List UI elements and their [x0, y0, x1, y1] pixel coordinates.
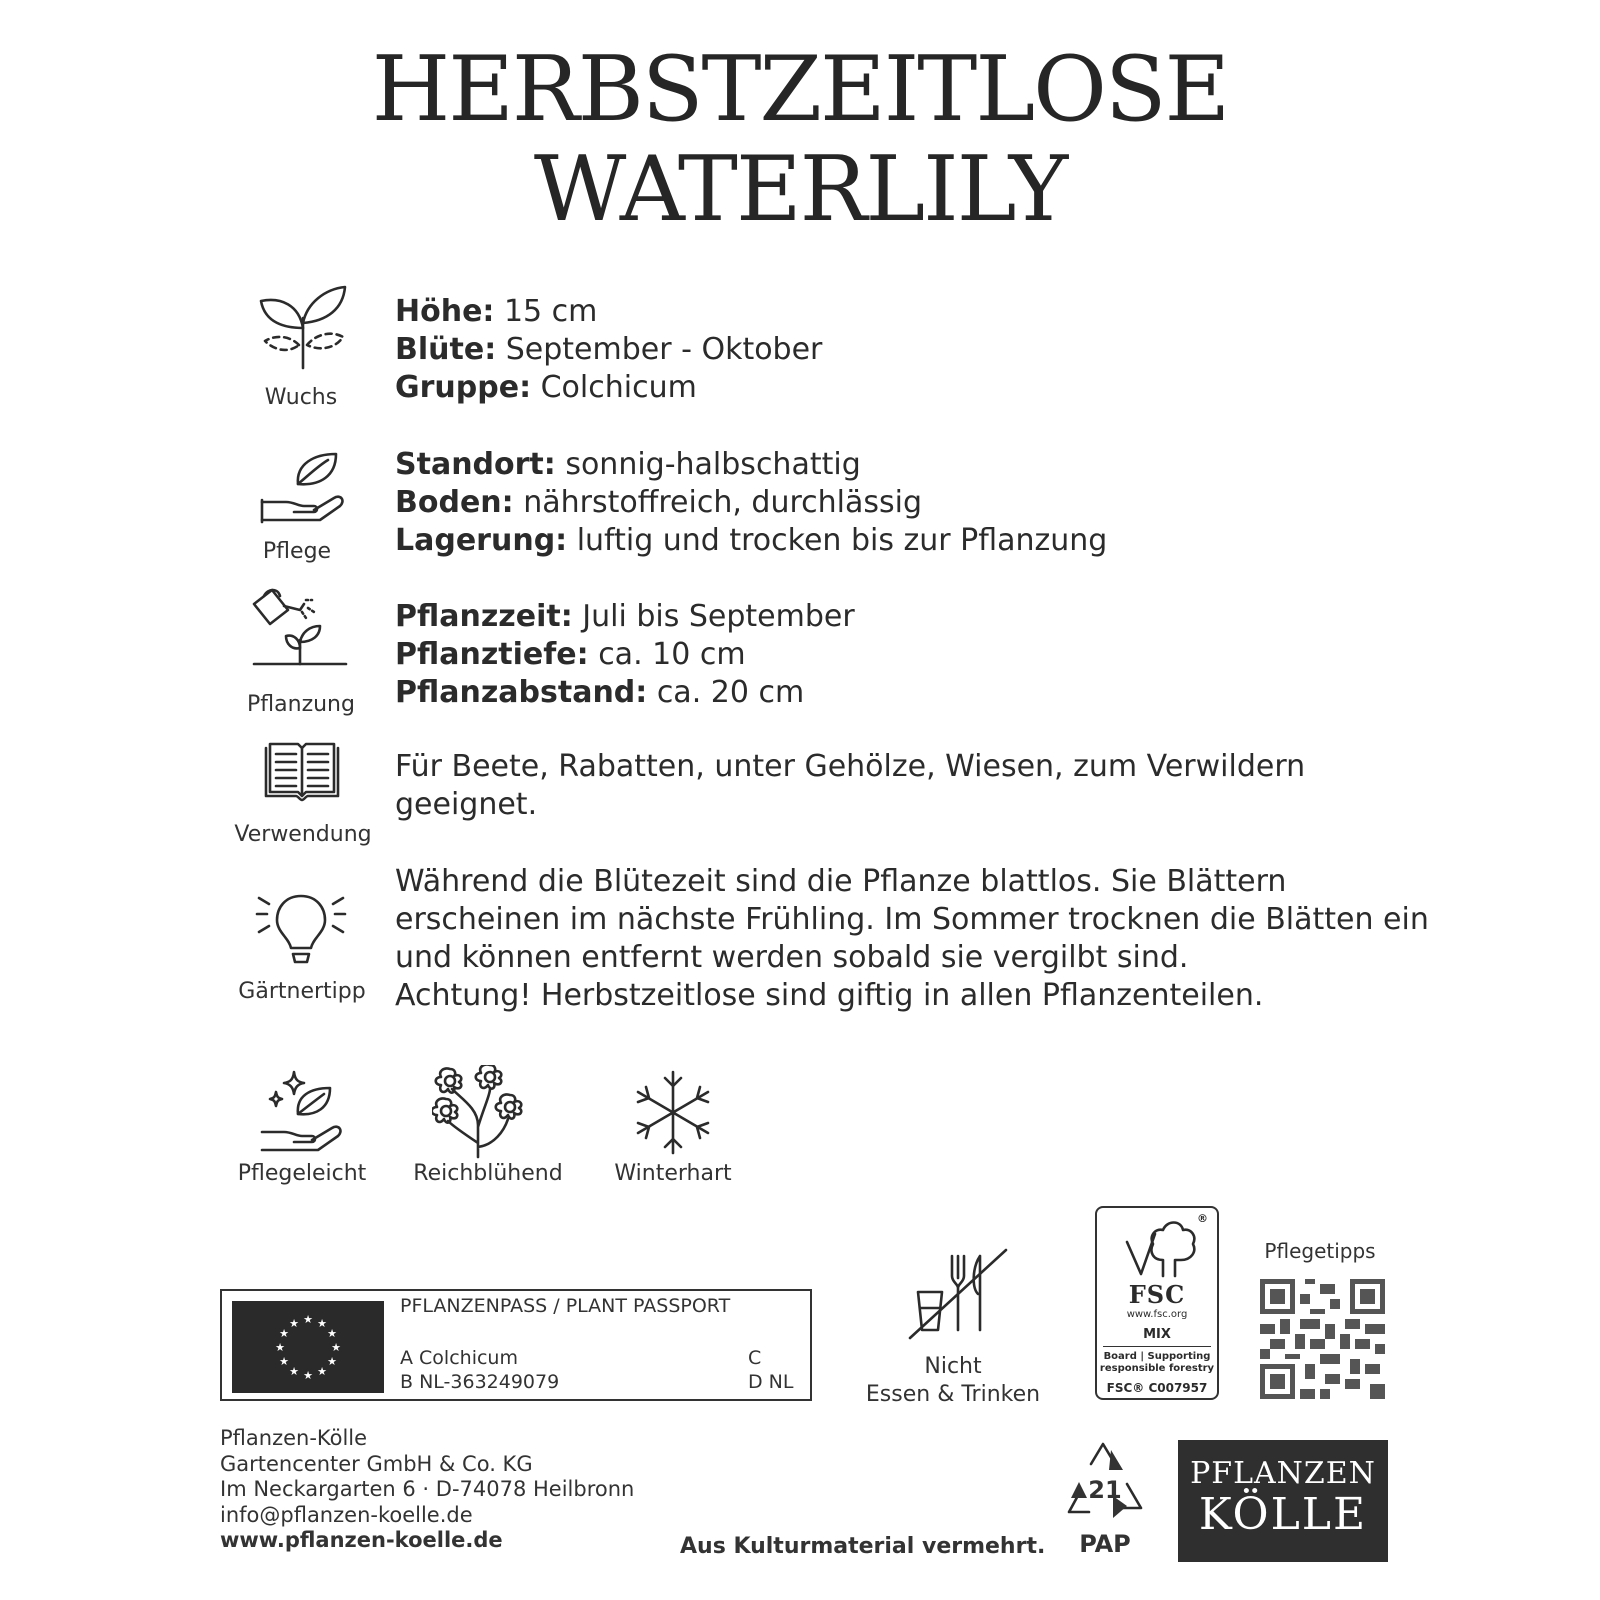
passport-d: D NL — [748, 1371, 794, 1393]
info-line: Pflanzabstand: ca. 20 cm — [395, 675, 805, 710]
fsc-reg: ® — [1197, 1212, 1208, 1225]
svg-text:★: ★ — [327, 1327, 337, 1340]
svg-text:★: ★ — [279, 1327, 289, 1340]
no-eating-drinking-icon — [908, 1248, 1008, 1340]
watering-can-icon — [250, 586, 350, 681]
info-line: Pflanzzeit: Juli bis September — [395, 599, 855, 634]
svg-text:★: ★ — [275, 1341, 285, 1354]
passport-a: A Colchicum — [400, 1347, 518, 1369]
warning-line-2: Essen & Trinken — [865, 1382, 1041, 1407]
fsc-desc-1: Board | Supporting — [1103, 1351, 1211, 1362]
svg-text:★: ★ — [289, 1365, 299, 1378]
book-icon — [262, 742, 342, 807]
qr-code[interactable] — [1260, 1278, 1385, 1400]
text-line: und können entfernt werden sobald sie vergilbt sind. — [395, 940, 1189, 975]
plant-leaves-icon — [255, 283, 350, 373]
gaertnertipp-label: Gärtnertipp — [238, 979, 366, 1004]
fsc-mix: MIX — [1143, 1327, 1171, 1342]
recycle-number: 21 — [1088, 1476, 1122, 1504]
svg-text:★: ★ — [303, 1369, 313, 1382]
svg-text:★: ★ — [303, 1313, 313, 1326]
fsc-desc-2: responsible forestry — [1099, 1363, 1215, 1374]
flowers-icon — [432, 1065, 527, 1160]
logo-line-1: PFLANZEN — [1190, 1456, 1376, 1491]
qr-label: Pflegetipps — [1264, 1239, 1376, 1263]
title-line-1: HERBSTZEITLOSE — [371, 37, 1229, 142]
passport-heading: PFLANZENPASS / PLANT PASSPORT — [400, 1295, 731, 1317]
wuchs-label: Wuchs — [264, 385, 338, 410]
logo-line-2: KÖLLE — [1198, 1489, 1368, 1540]
text-line: Während die Blütezeit sind die Pflanze blattlos. Sie Blättern — [395, 864, 1287, 899]
address-line: Gartencenter GmbH & Co. KG — [220, 1451, 533, 1476]
svg-text:★: ★ — [289, 1317, 299, 1330]
hand-leaf-icon — [258, 452, 348, 527]
info-line: Höhe: 15 cm — [395, 294, 598, 329]
info-line: Standort: sonnig-halbschattig — [395, 447, 861, 482]
pflanzung-label: Pflanzung — [247, 692, 355, 717]
snowflake-icon — [632, 1070, 714, 1155]
wuchs-text — [395, 293, 822, 407]
svg-text:★: ★ — [327, 1355, 337, 1368]
passport-b: B NL-363249079 — [400, 1371, 560, 1393]
title-line-2: WATERLILY — [533, 137, 1067, 242]
info-line: Boden: nährstoffreich, durchlässig — [395, 485, 922, 520]
culture-note: Aus Kulturmaterial vermehrt. — [680, 1534, 1046, 1559]
fsc-tree-icon — [1119, 1214, 1199, 1284]
fsc-code: FSC® C007957 — [1106, 1381, 1208, 1395]
feature-label: Reichblühend — [413, 1161, 563, 1186]
pflege-text — [395, 446, 1107, 560]
text-line: erscheinen im nächste Frühling. Im Sommer trocknen die Blätten ein — [395, 902, 1429, 937]
info-line: Gruppe: Colchicum — [395, 370, 697, 405]
fsc-label — [1095, 1206, 1219, 1400]
text-line: Für Beete, Rabatten, unter Gehölze, Wiesen, zum Verwildern — [395, 749, 1306, 784]
email-link[interactable]: info@pflanzen-koelle.de — [220, 1502, 473, 1527]
verwendung-label: Verwendung — [234, 822, 372, 847]
svg-text:★: ★ — [317, 1365, 327, 1378]
verwendung-text — [395, 748, 1305, 824]
svg-text:★: ★ — [331, 1341, 341, 1354]
recycle-code: PAP — [1079, 1530, 1131, 1558]
gaertnertipp-text — [395, 863, 1429, 1015]
text-line: geeignet. — [395, 787, 538, 822]
sparkle-hand-leaf-icon — [260, 1070, 345, 1155]
info-line: Pflanztiefe: ca. 10 cm — [395, 637, 746, 672]
lightbulb-icon — [255, 888, 347, 970]
address-line: Im Neckargarten 6 · D-74078 Heilbronn — [220, 1477, 635, 1501]
address — [220, 1426, 634, 1554]
brand-logo — [1178, 1440, 1388, 1562]
info-line: Lagerung: luftig und trocken bis zur Pflanzung — [395, 523, 1108, 558]
website-link[interactable]: www.pflanzen-koelle.de — [220, 1528, 503, 1552]
passport-c: C — [748, 1347, 762, 1369]
feature-label: Winterhart — [614, 1161, 732, 1186]
feature-label: Pflegeleicht — [237, 1161, 367, 1186]
info-line: Blüte: September - Oktober — [395, 332, 823, 367]
fsc-name: FSC — [1128, 1280, 1186, 1309]
address-line: Pflanzen-Kölle — [220, 1426, 368, 1450]
eu-flag-icon — [232, 1301, 384, 1393]
fsc-url: www.fsc.org — [1126, 1309, 1188, 1320]
svg-text:★: ★ — [279, 1355, 289, 1368]
warning-line-1: Nicht — [924, 1354, 982, 1379]
plant-passport — [220, 1289, 812, 1401]
pflege-label: Pflege — [262, 539, 332, 564]
pflanzung-text — [395, 598, 855, 712]
text-line: Achtung! Herbstzeitlose sind giftig in allen Pflanzenteilen. — [395, 978, 1264, 1013]
recycle-icon — [1057, 1440, 1153, 1530]
svg-text:★: ★ — [317, 1317, 327, 1330]
